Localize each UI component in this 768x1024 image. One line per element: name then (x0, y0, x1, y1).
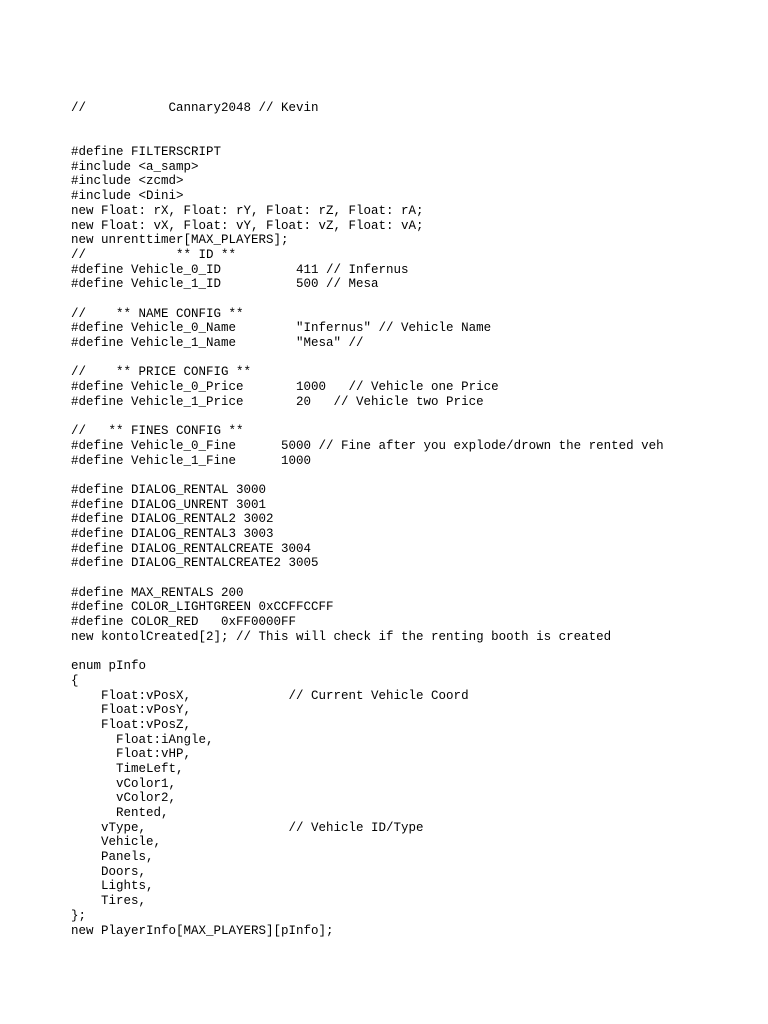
code-line: vColor2, (71, 791, 177, 806)
code-line: // ** NAME CONFIG ** (71, 306, 244, 321)
code-line: #include <a_samp> (71, 159, 199, 174)
code-line: #define COLOR_LIGHTGREEN 0xCCFFCCFF (71, 600, 334, 615)
code-line: new unrenttimer[MAX_PLAYERS]; (71, 233, 289, 248)
code-line (71, 116, 664, 131)
code-line: #include <Dini> (71, 189, 184, 204)
code-line (71, 644, 664, 659)
code-line: #define Vehicle_0_Price 1000 // Vehicle one Price (71, 380, 499, 395)
code-line: #define Vehicle_0_ID 411 // Infernus (71, 262, 409, 277)
code-line: #include <zcmd> (71, 174, 184, 189)
code-line: // ** ID ** (71, 247, 237, 262)
code-line: #define Vehicle_1_Name "Mesa" // (71, 336, 364, 350)
code-line: new Float: vX, Float: vY, Float: vZ, Float: vA; (71, 218, 424, 233)
code-line: #define DIALOG_RENTAL 3000 (71, 482, 267, 497)
code-line: Float:vHP, (71, 747, 192, 762)
code-line: #define Vehicle_1_ID 500 // Mesa (71, 277, 379, 292)
code-line: #define MAX_RENTALS 200 (71, 585, 244, 600)
code-line: Float:vPosZ, (71, 717, 192, 732)
code-line: enum pInfo (71, 659, 147, 674)
code-line: TimeLeft, (71, 761, 184, 776)
code-line: }; (71, 908, 87, 923)
code-line: #define FILTERSCRIPT (71, 145, 222, 160)
code-line: // ** FINES CONFIG ** (71, 424, 244, 439)
code-line (71, 409, 664, 424)
code-line: #define DIALOG_UNRENT 3001 (71, 497, 267, 512)
code-line: new kontolCreated[2]; // This will check if the renting booth is created (71, 629, 612, 644)
code-line: #define COLOR_RED 0xFF0000FF (71, 615, 297, 630)
code-block (71, 101, 664, 938)
code-line: #define DIALOG_RENTALCREATE 3004 (71, 541, 312, 556)
code-line: Rented, (71, 806, 169, 820)
code-line: { (71, 673, 79, 688)
code-line: vColor1, (71, 776, 177, 791)
code-line (71, 292, 664, 307)
code-line: #define DIALOG_RENTAL3 3003 (71, 526, 274, 541)
code-line: #define DIALOG_RENTALCREATE2 3005 (71, 556, 319, 571)
code-line: Tires, (71, 894, 147, 909)
code-line: Panels, (71, 850, 154, 865)
code-line: new PlayerInfo[MAX_PLAYERS][pInfo]; (71, 923, 334, 938)
code-line (71, 130, 664, 145)
code-line: #define Vehicle_0_Name "Infernus" // Vehicle Name (71, 321, 492, 336)
code-line: Float:vPosY, (71, 703, 192, 718)
code-line: #define Vehicle_1_Price 20 // Vehicle two Price (71, 394, 484, 409)
code-line: #define Vehicle_0_Fine 5000 // Fine after you explode/drown the rented veh (71, 438, 664, 453)
code-line (71, 571, 664, 586)
code-line: #define DIALOG_RENTAL2 3002 (71, 512, 274, 527)
code-line: new Float: rX, Float: rY, Float: rZ, Float: rA; (71, 203, 424, 218)
code-line (71, 351, 664, 366)
code-line: // ** PRICE CONFIG ** (71, 365, 252, 380)
code-line: Float:iAngle, (71, 732, 214, 747)
code-line (71, 468, 664, 483)
code-line: Doors, (71, 864, 147, 879)
code-line: Lights, (71, 879, 154, 894)
code-line: Vehicle, (71, 835, 162, 850)
code-line: vType, // Vehicle ID/Type (71, 820, 424, 835)
code-line: Float:vPosX, // Current Vehicle Coord (71, 688, 469, 703)
code-line: #define Vehicle_1_Fine 1000 (71, 453, 312, 468)
code-line: // Cannary2048 // Kevin (71, 101, 319, 115)
